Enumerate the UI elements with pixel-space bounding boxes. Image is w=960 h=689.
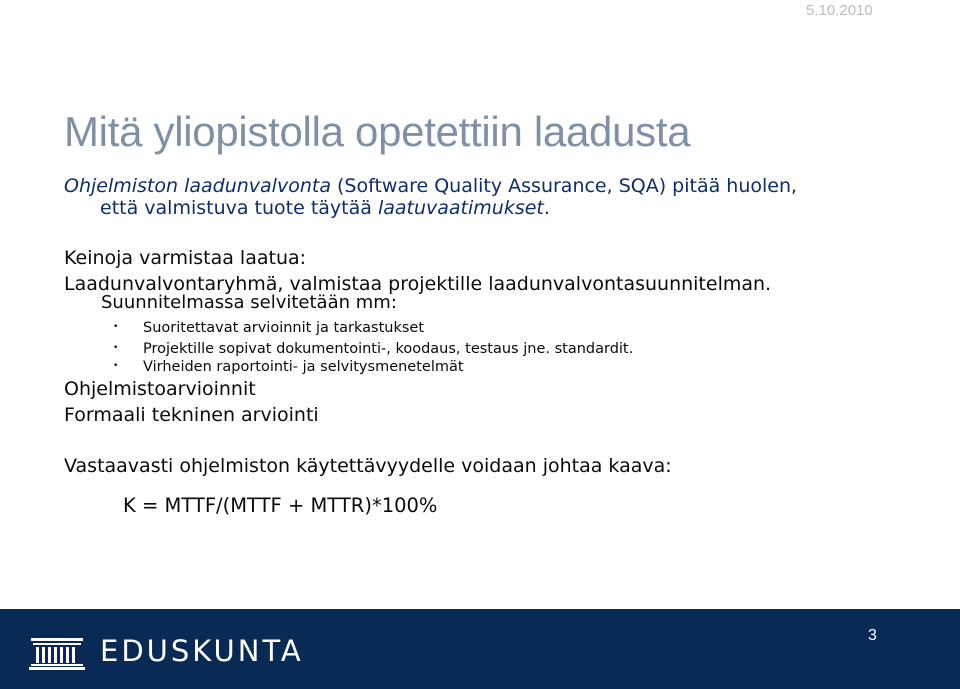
bullet-dot: • [113,361,119,371]
footer-bar [0,609,960,689]
term-requirements: laatuvaatimukset [377,197,544,219]
bullet-dot: • [113,322,119,332]
intro-text-1: (Software Quality Assurance, SQA) pitää huolen, [330,175,798,197]
usability-text: Vastaavasti ohjelmiston käytettävyydelle voidaan johtaa kaava: [64,455,672,477]
intro-text-3: . [543,197,550,219]
plan-item-2: Projektille sopivat dokumentointi-, koodaus, testaus jne. standardit. [143,341,634,357]
page-number: 3 [868,627,877,644]
intro-line-1 [64,175,797,197]
availability-formula: K = MTTF/(MTTF + MTTR)*100% [123,494,438,517]
term-sqa: Ohjelmiston laadunvalvonta [64,175,331,197]
methods-heading: Keinoja varmistaa laatua: [64,247,307,269]
qa-team-text: Laadunvalvontaryhmä, valmistaa projektille laadunvalvontasuunnitelman. [64,273,772,295]
plan-item-1: Suoritettavat arvioinnit ja tarkastukset [143,320,425,336]
formal-review-text: Formaali tekninen arviointi [64,404,319,426]
bullet-dot: • [113,343,119,353]
intro-line-2 [100,197,550,219]
intro-text-2: että valmistuva tuote täytää [100,197,378,219]
software-reviews-text: Ohjelmistoarvioinnit [64,378,256,400]
slide-title: Mitä yliopistolla opetettiin laadusta [64,108,691,155]
slide-date: 5.10.2010 [806,2,873,19]
parliament-building-icon [29,635,85,671]
eduskunta-logo-text: EDUSKUNTA [100,634,304,668]
plan-item-3: Virheiden raportointi- ja selvitysmenetelmät [143,359,464,375]
plan-intro: Suunnitelmassa selvitetään mm: [101,292,397,313]
